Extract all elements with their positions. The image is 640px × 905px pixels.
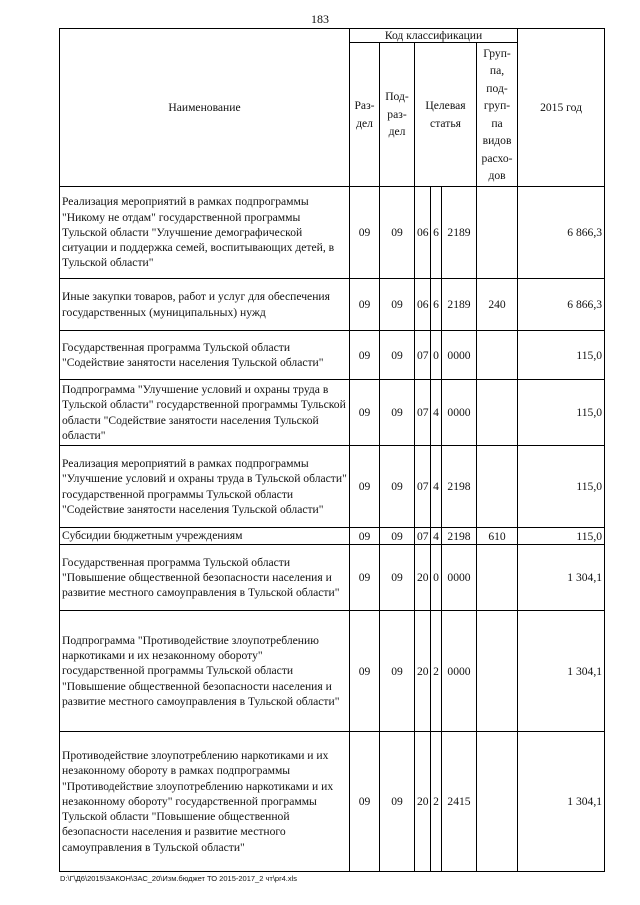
header-group: Груп- па, под- груп- па видов расхо- дов xyxy=(477,43,518,187)
row-podrazdel: 09 xyxy=(380,331,415,380)
table-row xyxy=(60,732,605,872)
row-cs2: 4 xyxy=(431,528,442,545)
row-cs3: 2189 xyxy=(442,187,477,279)
table-row xyxy=(60,446,605,528)
row-cs1: 06 xyxy=(415,279,431,331)
row-cs2: 0 xyxy=(431,545,442,611)
row-vid xyxy=(477,611,518,732)
row-cs1: 20 xyxy=(415,545,431,611)
row-cs1: 20 xyxy=(415,611,431,732)
row-cs1: 07 xyxy=(415,446,431,528)
row-podrazdel: 09 xyxy=(380,279,415,331)
row-vid xyxy=(477,187,518,279)
row-cs3: 2415 xyxy=(442,732,477,872)
budget-table xyxy=(59,28,605,872)
header-subsection: Под- раз- дел xyxy=(380,43,415,187)
row-razdel: 09 xyxy=(350,331,380,380)
row-amount: 6 866,3 xyxy=(518,187,605,279)
row-amount: 115,0 xyxy=(518,446,605,528)
row-razdel: 09 xyxy=(350,611,380,732)
header-name: Наименование xyxy=(60,29,350,187)
row-razdel: 09 xyxy=(350,446,380,528)
row-cs2: 6 xyxy=(431,187,442,279)
row-razdel: 09 xyxy=(350,187,380,279)
row-name: Подпрограмма "Противодействие злоупотреблению наркотиками и их незаконному обороту" государственной программы Тульской области "Повышение общественной безопасности населения и развитие местного самоуправления в Тульской области" xyxy=(60,611,350,732)
row-podrazdel: 09 xyxy=(380,446,415,528)
row-cs3: 2189 xyxy=(442,279,477,331)
row-amount: 115,0 xyxy=(518,331,605,380)
row-cs1: 06 xyxy=(415,187,431,279)
header-target: Целевая статья xyxy=(415,43,477,187)
table-row xyxy=(60,187,605,279)
header-section: Раз- дел xyxy=(350,43,380,187)
row-cs3: 2198 xyxy=(442,446,477,528)
row-amount: 1 304,1 xyxy=(518,611,605,732)
row-vid xyxy=(477,331,518,380)
row-podrazdel: 09 xyxy=(380,187,415,279)
row-name: Реализация мероприятий в рамках подпрограммы "Улучшение условий и охраны труда в Тульской области" государственной программы Тульской области "Содействие занятости населения Тульской области" xyxy=(60,446,350,528)
row-name: Противодействие злоупотреблению наркотиками и их незаконному обороту в рамках подпрограммы "Противодействие злоупотреблению наркотиками и их незаконному обороту" государственной программы Тульской области "Повышение общественной безопасности населения и развитие местного самоуправления в Тульской области" xyxy=(60,732,350,872)
table-row xyxy=(60,611,605,732)
header-code: Код классификации xyxy=(350,29,518,43)
row-name: Государственная программа Тульской области "Содействие занятости населения Тульской области" xyxy=(60,331,350,380)
row-name: Субсидии бюджетным учреждениям xyxy=(60,528,350,545)
row-razdel: 09 xyxy=(350,732,380,872)
row-cs3: 0000 xyxy=(442,545,477,611)
row-podrazdel: 09 xyxy=(380,380,415,446)
row-vid xyxy=(477,380,518,446)
row-podrazdel: 09 xyxy=(380,545,415,611)
row-cs2: 2 xyxy=(431,611,442,732)
row-razdel: 09 xyxy=(350,380,380,446)
row-cs1: 07 xyxy=(415,331,431,380)
row-amount: 115,0 xyxy=(518,380,605,446)
row-podrazdel: 09 xyxy=(380,528,415,545)
row-cs1: 07 xyxy=(415,380,431,446)
row-cs3: 0000 xyxy=(442,380,477,446)
row-name: Подпрограмма "Улучшение условий и охраны труда в Тульской области" государственной программы Тульской области "Содействие занятости населения Тульской области" xyxy=(60,380,350,446)
table-row xyxy=(60,279,605,331)
row-cs3: 0000 xyxy=(442,331,477,380)
file-path-footer: D:\Г\Д6\2015\ЗАКОН\ЗАС_20\Изм.бюджет ТО 2015-2017_2 чт\pr4.xls xyxy=(60,874,297,883)
row-cs2: 0 xyxy=(431,331,442,380)
row-vid xyxy=(477,732,518,872)
row-razdel: 09 xyxy=(350,279,380,331)
row-amount: 1 304,1 xyxy=(518,545,605,611)
row-podrazdel: 09 xyxy=(380,732,415,872)
table-row xyxy=(60,331,605,380)
table-row xyxy=(60,545,605,611)
page-number: 183 xyxy=(311,12,329,26)
row-vid: 610 xyxy=(477,528,518,545)
row-name: Государственная программа Тульской области "Повышение общественной безопасности населения и развитие местного самоуправления в Тульской области" xyxy=(60,545,350,611)
table-row xyxy=(60,380,605,446)
row-cs1: 20 xyxy=(415,732,431,872)
row-razdel: 09 xyxy=(350,545,380,611)
row-cs3: 0000 xyxy=(442,611,477,732)
row-cs3: 2198 xyxy=(442,528,477,545)
row-vid: 240 xyxy=(477,279,518,331)
row-cs2: 4 xyxy=(431,446,442,528)
row-cs2: 2 xyxy=(431,732,442,872)
table-row xyxy=(60,528,605,545)
row-razdel: 09 xyxy=(350,528,380,545)
row-name: Иные закупки товаров, работ и услуг для обеспечения государственных (муниципальных) нужд xyxy=(60,279,350,331)
row-vid xyxy=(477,446,518,528)
row-cs1: 07 xyxy=(415,528,431,545)
row-amount: 1 304,1 xyxy=(518,732,605,872)
row-cs2: 6 xyxy=(431,279,442,331)
row-vid xyxy=(477,545,518,611)
row-amount: 6 866,3 xyxy=(518,279,605,331)
header-year: 2015 год xyxy=(518,29,605,187)
row-name: Реализация мероприятий в рамках подпрограммы "Никому не отдам" государственной программы Тульской области "Улучшение демографической ситуации и поддержка семей, воспитывающих детей, в Тульской области" xyxy=(60,187,350,279)
row-cs2: 4 xyxy=(431,380,442,446)
row-podrazdel: 09 xyxy=(380,611,415,732)
row-amount: 115,0 xyxy=(518,528,605,545)
